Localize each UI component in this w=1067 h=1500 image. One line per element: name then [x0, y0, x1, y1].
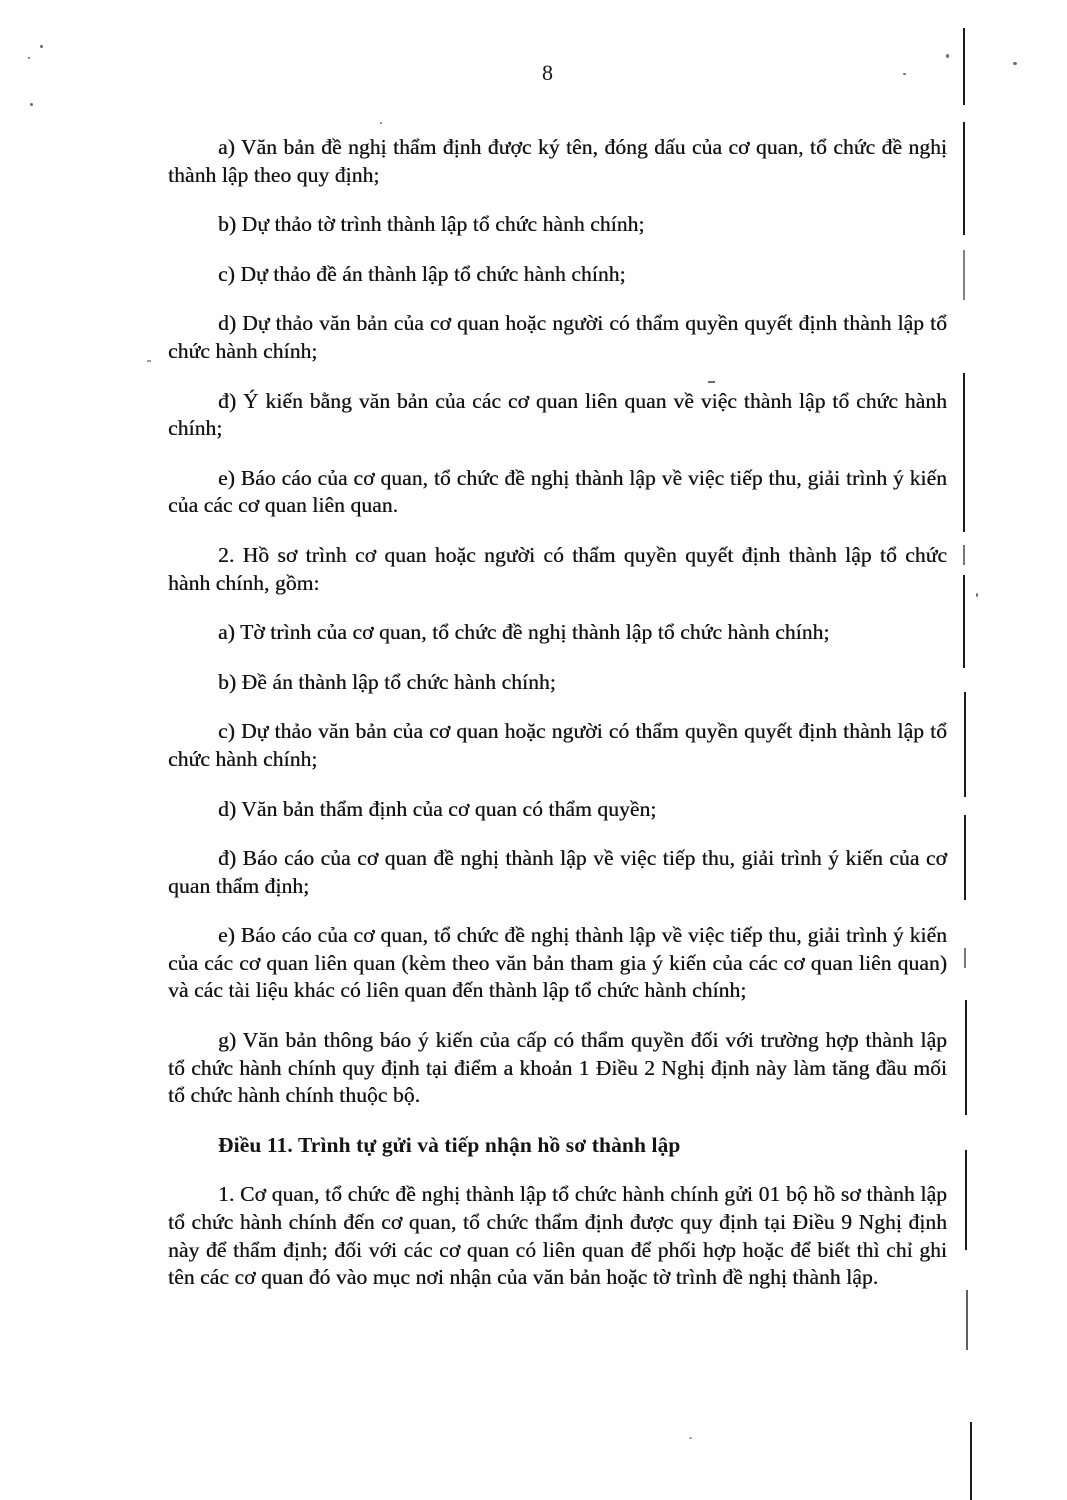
scan-speck	[1013, 62, 1017, 65]
paragraph-clause2-point-dd: đ) Báo cáo của cơ quan đề nghị thành lập về việc tiếp thu, giải trình ý kiến của cơ quan thẩm định;	[168, 846, 947, 898]
paragraph-clause2-point-a: a) Tờ trình của cơ quan, tổ chức đề nghị thành lập tổ chức hành chính;	[218, 620, 830, 645]
paragraph-clause1-point-e: e) Báo cáo của cơ quan, tổ chức đề nghị thành lập về việc tiếp thu, giải trình ý kiến của các cơ quan liên quan.	[168, 465, 947, 518]
paragraph-clause2-point-e: e) Báo cáo của cơ quan, tổ chức đề nghị thành lập về việc tiếp thu, giải trình ý kiến của các cơ quan liên quan (kèm theo văn bản tham gia ý kiến của các cơ quan liên quan) và các tài liệu khác có liên quan đến thành lập tổ chức hành chính;	[168, 923, 947, 1003]
scan-artifact-line-segment	[963, 373, 965, 532]
scan-speck	[147, 360, 151, 362]
scan-speck	[28, 57, 30, 59]
scan-artifact-line-segment	[964, 948, 966, 968]
paragraph-clause1-point-d: d) Dự thảo văn bản của cơ quan hoặc người có thẩm quyền quyết định thành lập tổ chức hành chính;	[168, 311, 947, 363]
scan-speck	[40, 45, 43, 48]
paragraph-clause2-point-g: g) Văn bản thông báo ý kiến của cấp có thẩm quyền đối với trường hợp thành lập tổ chức hành chính quy định tại điểm a khoản 1 Điều 2 Nghị định này làm tăng đầu mối tổ chức hành chính thuộc bộ.	[168, 1028, 947, 1108]
paragraph-clause1-point-a: a) Văn bản đề nghị thẩm định được ký tên, đóng dấu của cơ quan, tổ chức đề nghị thành lập theo quy định;	[168, 135, 947, 187]
paragraph-clause1-point-c: c) Dự thảo đề án thành lập tổ chức hành chính;	[218, 261, 626, 286]
paragraph-clause1-point-dd: đ) Ý kiến bằng văn bản của các cơ quan liên quan về việc thành lập tổ chức hành chính;	[168, 388, 947, 441]
paragraph-clause-2: 2. Hồ sơ trình cơ quan hoặc người có thẩm quyền quyết định thành lập tổ chức hành chính, gồm:	[168, 542, 947, 595]
paragraph-clause2-point-d: d) Văn bản thẩm định của cơ quan có thẩm quyền;	[218, 796, 657, 821]
scan-speck	[903, 73, 906, 75]
scan-artifact-line-segment	[965, 1000, 967, 1115]
scan-artifact-line-segment	[963, 28, 965, 105]
scan-artifact-line-segment	[963, 122, 965, 235]
scan-artifact-line-segment	[963, 575, 965, 668]
scan-speck	[708, 381, 715, 383]
article-11-heading: Điều 11. Trình tự gửi và tiếp nhận hồ sơ thành lập	[218, 1132, 681, 1157]
scan-speck	[689, 1437, 692, 1439]
scan-artifact-line-segment	[964, 815, 966, 900]
scan-artifact-line-segment	[965, 1150, 967, 1250]
scan-speck	[30, 103, 33, 106]
page-number: 8	[542, 60, 553, 85]
scan-artifact-line-segment	[970, 1422, 972, 1500]
scan-speck	[976, 593, 978, 597]
scan-artifact-line-segment	[964, 692, 966, 797]
scan-speck	[380, 122, 382, 124]
paragraph-clause2-point-b: b) Đề án thành lập tổ chức hành chính;	[218, 669, 556, 694]
paragraph-clause1-point-b: b) Dự thảo tờ trình thành lập tổ chức hành chính;	[218, 212, 645, 237]
scan-artifact-line-segment	[963, 250, 965, 300]
paragraph-article11-clause-1: 1. Cơ quan, tổ chức đề nghị thành lập tổ chức hành chính gửi 01 bộ hồ sơ thành lập tổ chức hành chính đến cơ quan, tổ chức thẩm định được quy định tại Điều 9 Nghị định này để thẩm định; đối với các cơ quan có liên quan để phối hợp hoặc để biết thì chỉ ghi tên các cơ quan đó vào mục nơi nhận của văn bản hoặc tờ trình đề nghị thành lập.	[168, 1182, 947, 1290]
document-body	[168, 134, 947, 1314]
paragraph-clause2-point-c: c) Dự thảo văn bản của cơ quan hoặc người có thẩm quyền quyết định thành lập tổ chức hành chính;	[168, 719, 947, 771]
scan-artifact-line-segment	[963, 545, 965, 565]
scan-speck	[946, 54, 949, 58]
scan-artifact-line-segment	[966, 1290, 968, 1350]
